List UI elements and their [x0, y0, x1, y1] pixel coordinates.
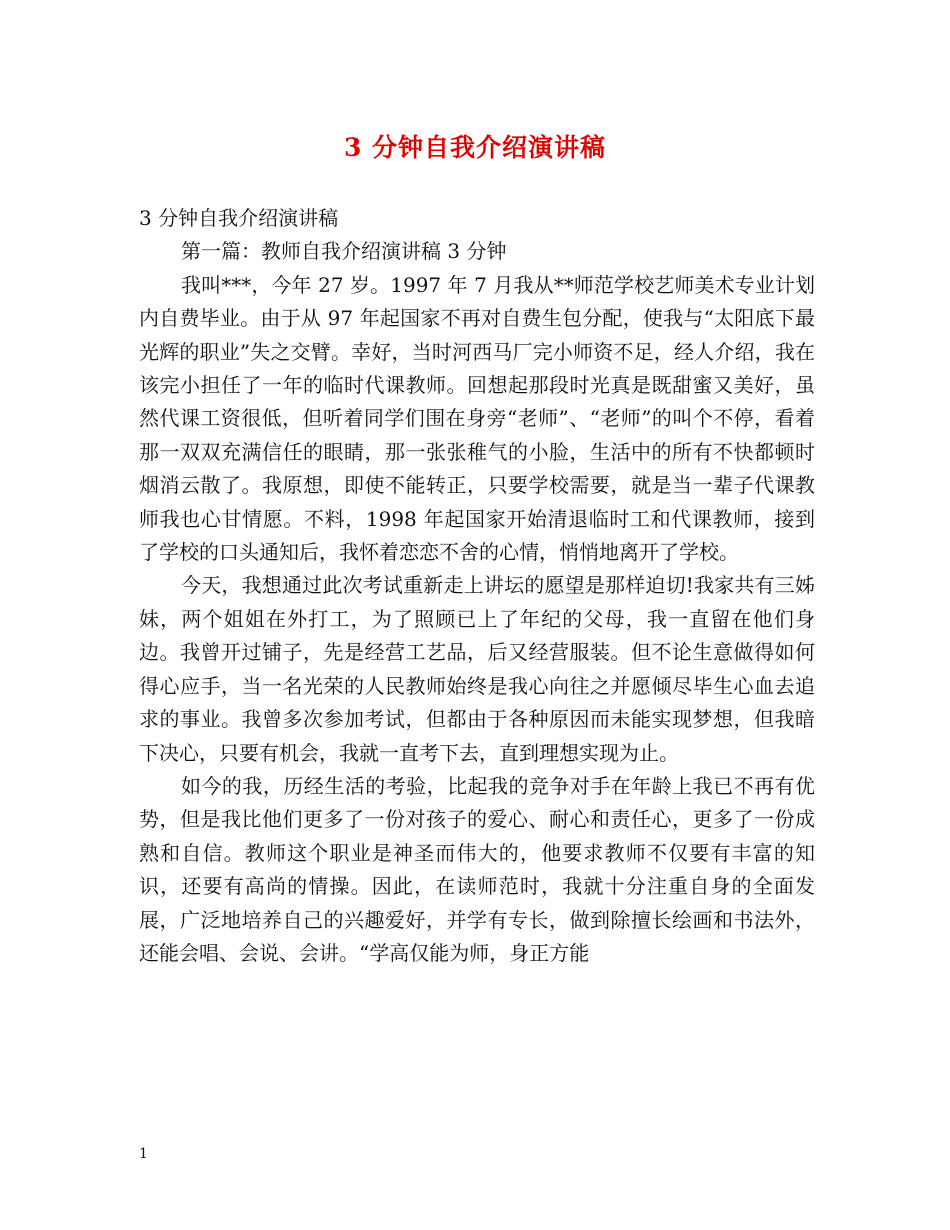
- document-heading-line: 3 分钟自我介绍演讲稿: [139, 206, 339, 230]
- body-paragraph-2: 今天，我想通过此次考试重新走上讲坛的愿望是那样迫切!我家共有三姊妹，两个姐姐在外打工，为了照顾已上了年纪的父母，我一直留在他们身边。我曾开过铺子，先是经营工艺品，后又经营服装。但不论生意做得如何得心应手，当一名光荣的人民教师始终是我心向往之并愿倾尽毕生心血去追求的事业。我曾多次参加考试，但都由于各种原因而未能实现梦想，但我暗下决心，只要有机会，我就一直考下去，直到理想实现为止。: [139, 573, 815, 765]
- page-number: 1: [139, 1146, 148, 1162]
- body-paragraph-3: 如今的我，历经生活的考验，比起我的竞争对手在年龄上我已不再有优势，但是我比他们更多了一份对孩子的爱心、耐心和责任心，更多了一份成熟和自信。教师这个职业是神圣而伟大的，他要求教师不仅要有丰富的知识，还要有高尚的情操。因此，在读师范时，我就十分注重自身的全面发展，广泛地培养自己的兴趣爱好，并学有专长，做到除擅长绘画和书法外，还能会唱、会说、会讲。“学高仅能为师，身正方能: [139, 773, 815, 965]
- chapter-heading-line: 第一篇：教师自我介绍演讲稿 3 分钟: [181, 239, 507, 264]
- document-title: 3 分钟自我介绍演讲稿: [343, 133, 607, 162]
- document-body: [139, 202, 815, 970]
- body-paragraph-1: 我叫***，今年 27 岁。1997 年 7 月我从**师范学校艺师美术专业计划内自费毕业。由于从 97 年起国家不再对自费生包分配，使我与“太阳底下最光辉的职业”失之交臂。幸好，当时河西马厂完小师资不足，经人介绍，我在该完小担任了一年的临时代课教师。回想起那段时光真是既甜蜜又美好，虽然代课工资很低，但听着同学们围在身旁“老师”、“老师”的叫个不停，看着那一双双充满信任的眼睛，那一张张稚气的小脸，生活中的所有不快都顿时烟消云散了。我原想，即使不能转正，只要学校需要，就是当一辈子代课教师我也心甘情愿。不料，1998 年起国家开始清退临时工和代课教师，接到了学校的口头通知后，我怀着恋恋不舍的心情，悄悄地离开了学校。: [139, 272, 815, 565]
